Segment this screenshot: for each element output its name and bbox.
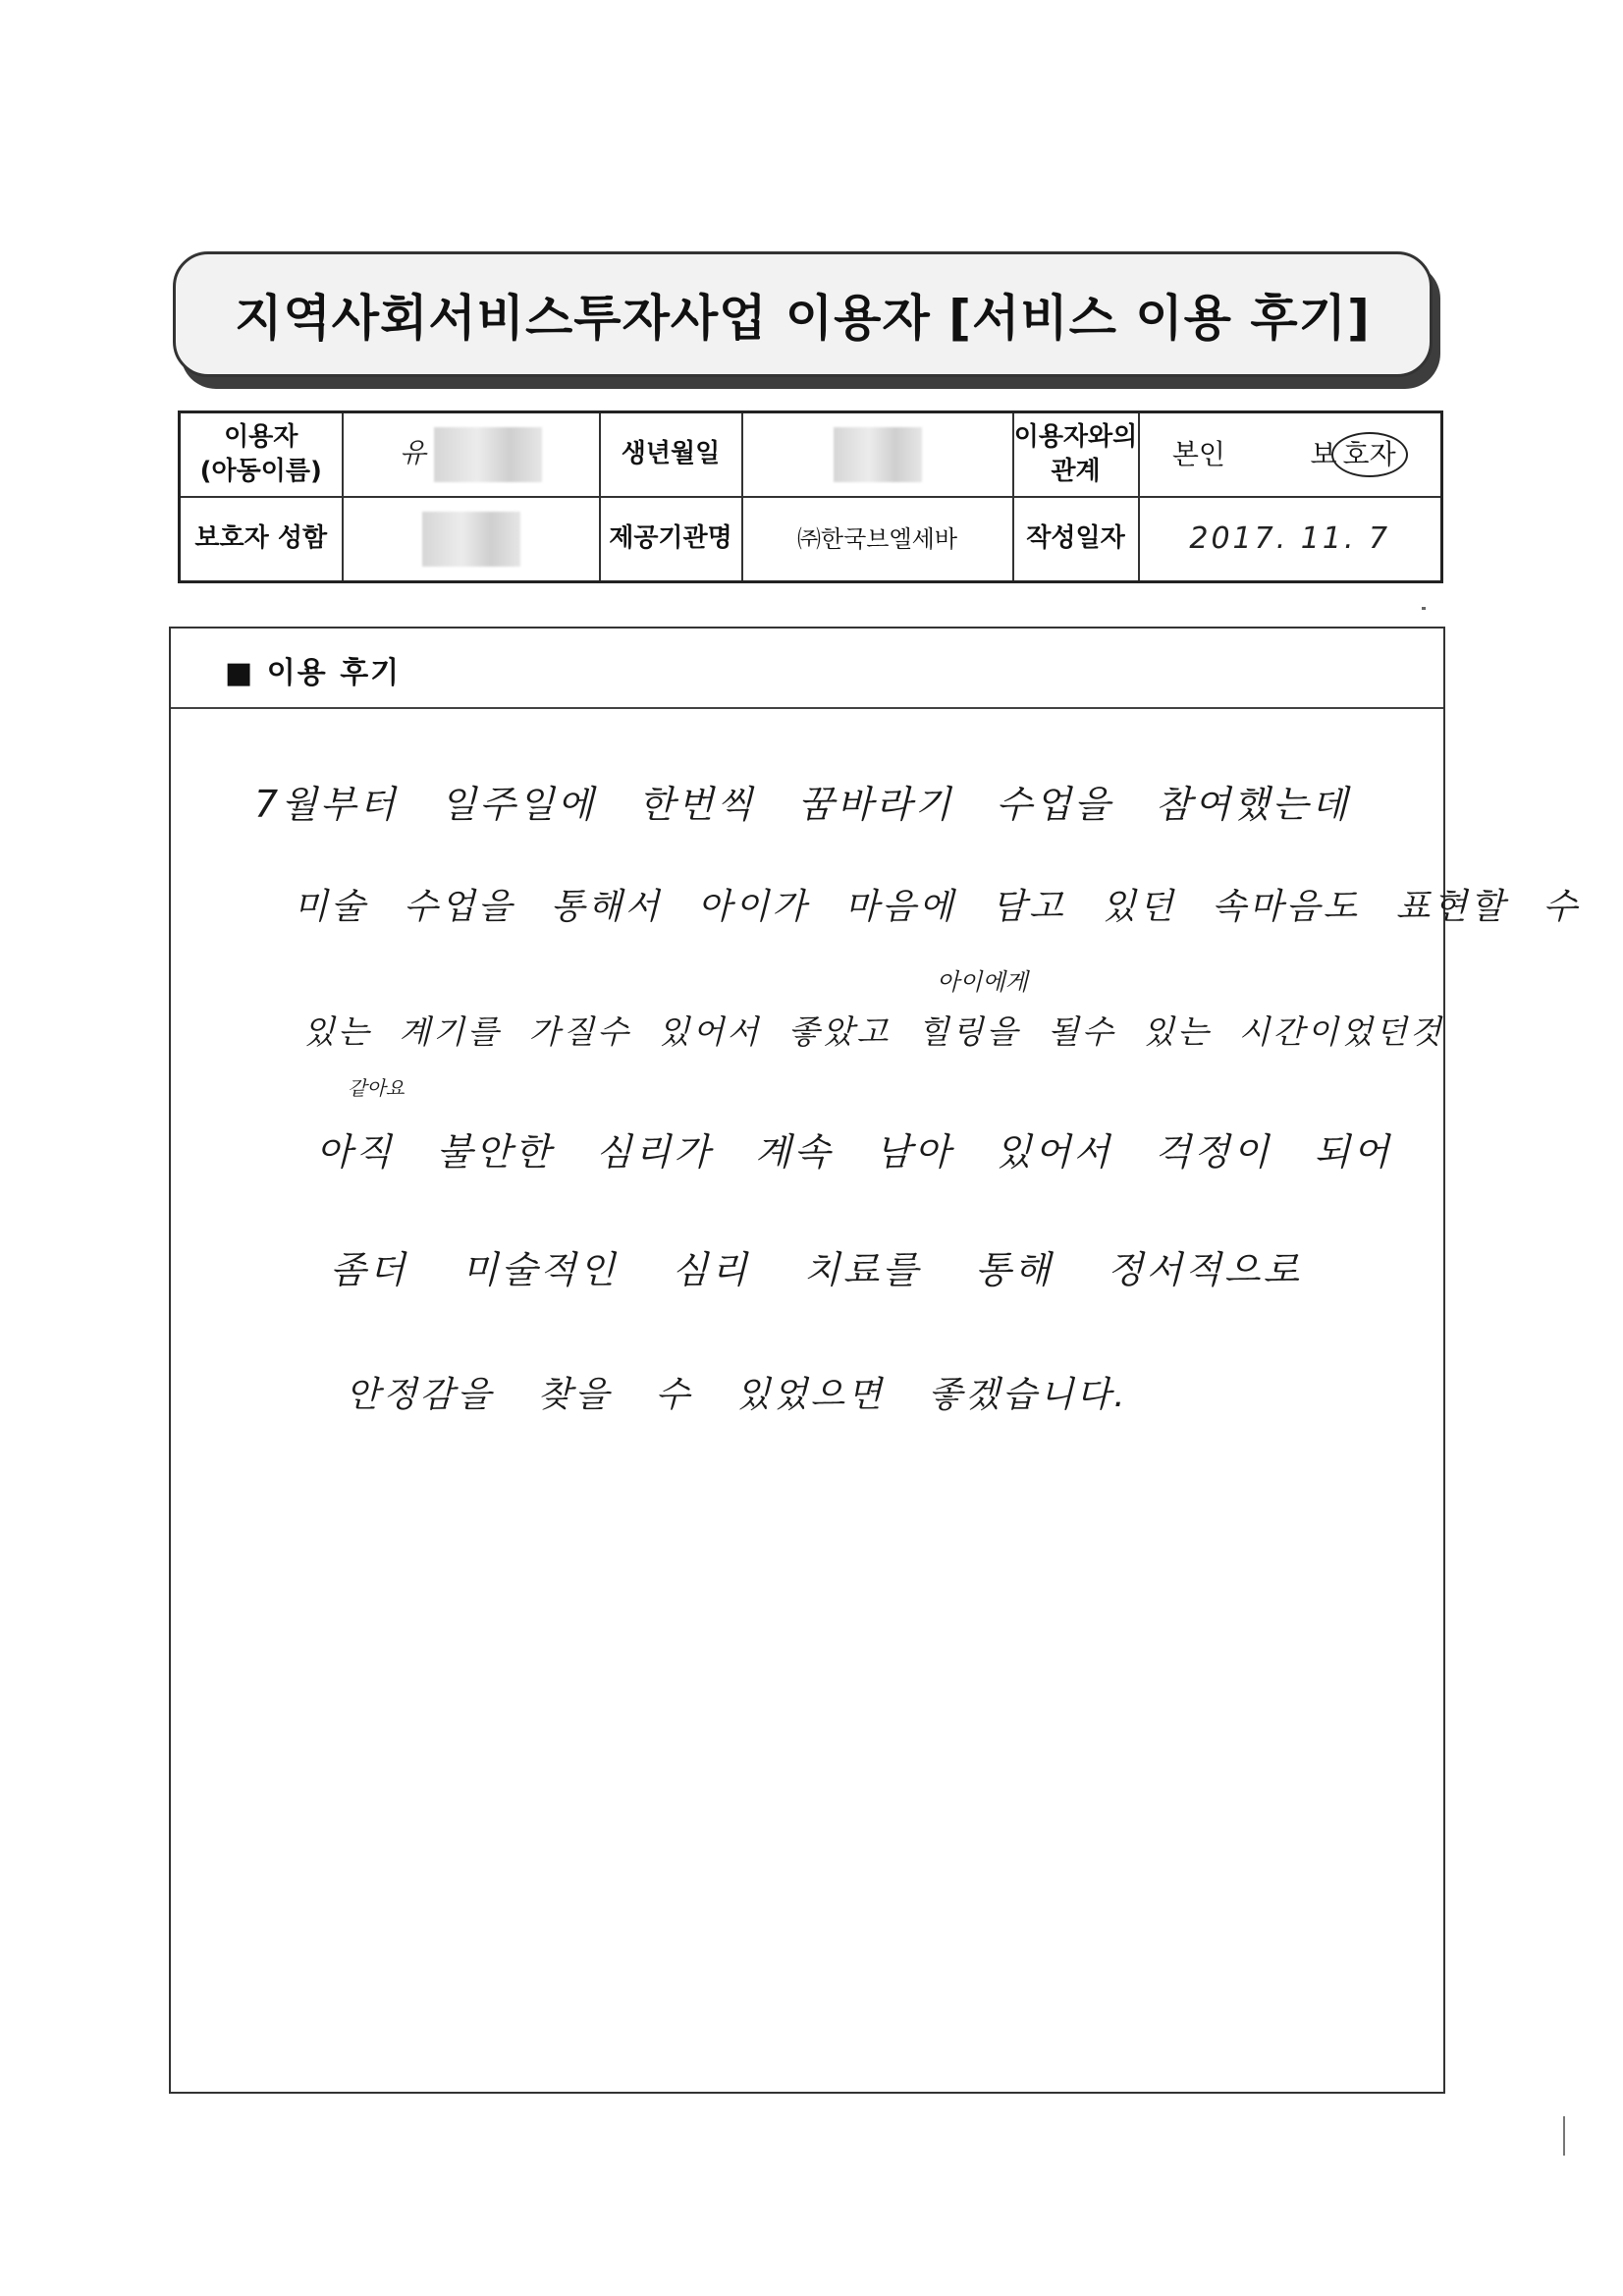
- user-name-value: [343, 412, 600, 498]
- review-heading: ■ 이용 후기: [225, 656, 402, 690]
- date-label: 작성일자: [1013, 497, 1139, 582]
- user-info-table: [178, 410, 1443, 583]
- page-title: 지역사회서비스투자사업 이용자 [서비스 이용 후기]: [235, 290, 1371, 347]
- redacted-guardian-name: [422, 512, 520, 567]
- relation-option-guardian-prefix: 보: [1310, 437, 1337, 470]
- guardian-name-value: [343, 497, 600, 582]
- scan-speck: [1422, 607, 1426, 610]
- scan-margin-mark: [1563, 2116, 1565, 2156]
- guardian-name-label: 보호자 성함: [180, 497, 343, 582]
- provider-value: ㈜한국브엘세바: [742, 497, 1013, 582]
- review-line-1: 7월부터 일주일에 한번씩 꿈바라기 수업을 참여했는데: [254, 783, 1351, 826]
- review-line-5: 좀더 미술적인 심리 치료를 통해 정서적으로: [330, 1248, 1303, 1291]
- title-banner: [173, 251, 1433, 377]
- review-section: [169, 627, 1581, 2094]
- info-row-1: [180, 412, 1442, 498]
- redacted-user-name: [434, 427, 542, 482]
- user-name-label: 이용자 (아동이름): [180, 412, 343, 498]
- relation-label: 이용자와의 관계: [1013, 412, 1139, 498]
- relation-guardian-circled: [1331, 432, 1408, 477]
- birth-date-label: 생년월일: [600, 412, 742, 498]
- date-value: [1139, 497, 1442, 582]
- review-body: [171, 629, 1581, 2092]
- info-row-2: [180, 497, 1442, 582]
- user-name-handwritten: 유: [399, 436, 426, 469]
- date-handwritten: 2017. 11. 7: [1189, 520, 1391, 556]
- review-annotation-above-line4: 같아요: [348, 1076, 405, 1100]
- redacted-birth-date: [834, 427, 922, 482]
- relation-value: [1139, 412, 1442, 498]
- review-annotation-above-line3: 아이에게: [937, 968, 1028, 996]
- relation-option-guardian-circled: 호자: [1342, 437, 1396, 470]
- relation-option-self: 본인: [1171, 437, 1225, 470]
- provider-label: 제공기관명: [600, 497, 742, 582]
- review-line-2: 미술 수업을 통해서 아이가 마음에 담고 있던 속마음도 표현할 수: [294, 887, 1581, 927]
- review-line-3: 있는 계기를 가질수 있어서 좋았고 힐링을 될수 있는 시간이었던것: [303, 1012, 1444, 1051]
- birth-date-value: [742, 412, 1013, 498]
- review-line-4: 아직 불안한 심리가 계속 남아 있어서 걱정이 되어: [316, 1130, 1392, 1174]
- review-line-6: 안정감을 찾을 수 있었으면 좋겠습니다.: [346, 1375, 1128, 1415]
